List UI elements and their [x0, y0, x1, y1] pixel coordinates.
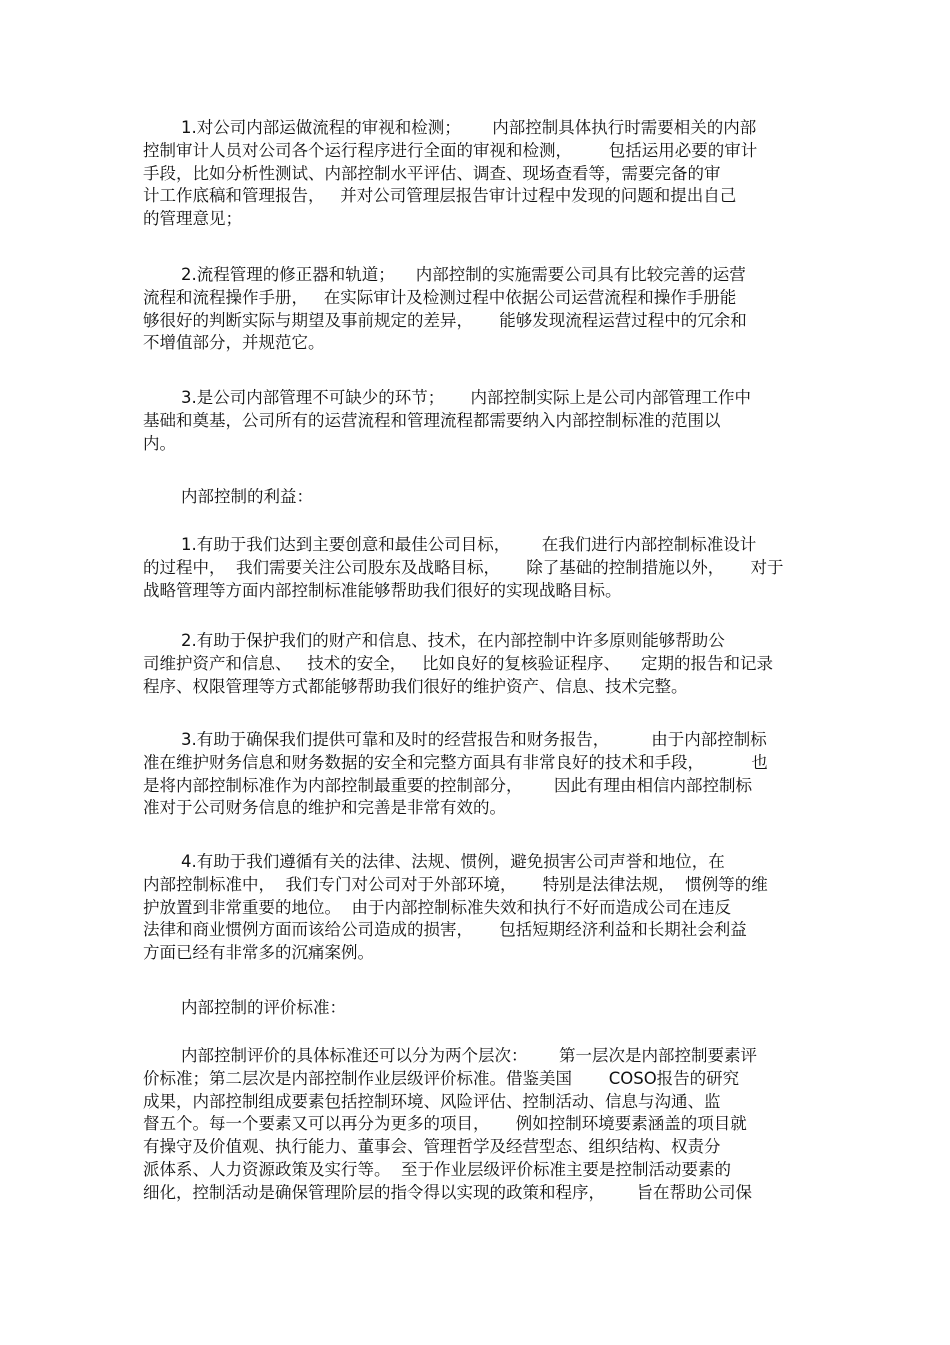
paragraph-internal-management [143, 387, 813, 455]
text-line: 2.有助于保护我们的财产和信息、技术，在内部控制中许多原则能够帮助公 [181, 631, 725, 650]
text-line: 价标准；第二层次是内部控制作业层级评价标准。借鉴美国 COSO报告的研究 [143, 1068, 740, 1088]
paragraph-benefit-compliance [143, 851, 813, 965]
text-line: 计工作底稿和管理报告， 并对公司管理层报告审计过程中发现的问题和提出自己 [143, 186, 737, 206]
text-line: 法律和商业惯例方面而该给公司造成的损害， 包括短期经济利益和长期社会利益 [143, 920, 747, 940]
text-line: 有操守及价值观、执行能力、董事会、管理哲学及经营型态、组织结构、权责分 [143, 1137, 721, 1157]
paragraph-evaluation-standards [143, 1045, 813, 1205]
text-line: 程序、权限管理等方式都能够帮助我们很好的维护资产、信息、技术完整。 [143, 676, 688, 696]
paragraph-benefit-goals [143, 534, 813, 602]
text-line: 3.有助于确保我们提供可靠和及时的经营报告和财务报告， 由于内部控制标 [181, 730, 767, 749]
text-line: 司维护资产和信息、 技术的安全， 比如良好的复核验证程序、 定期的报告和记录 [143, 653, 773, 673]
text-line: 内部控制标准中， 我们专门对公司对于外部环境， 特别是法律法规， 惯例等的维 [143, 874, 768, 894]
text-line: 内。 [143, 433, 176, 453]
text-line: 准对于公司财务信息的维护和完善是非常有效的。 [143, 798, 506, 818]
text-line: 战略管理等方面内部控制标准能够帮助我们很好的实现战略目标。 [143, 580, 622, 600]
paragraph-process-management [143, 264, 813, 355]
text-line: 1.有助于我们达到主要创意和最佳公司目标， 在我们进行内部控制标准设计 [181, 535, 757, 554]
text-line: 内部控制评价的具体标准还可以分为两个层次： 第一层次是内部控制要素评 [181, 1046, 757, 1065]
section-heading-benefits: 内部控制的利益： [181, 487, 313, 506]
text-line: 方面已经有非常多的沉痛案例。 [143, 943, 374, 963]
text-line: 督五个。每一个要素又可以再分为更多的项目， 例如控制环境要素涵盖的项目就 [143, 1114, 747, 1134]
text-line: 控制审计人员对公司各个运行程序进行全面的审视和检测， 包括运用必要的审计 [143, 140, 758, 160]
text-line: 细化，控制活动是确保管理阶层的指令得以实现的政策和程序， 旨在帮助公司保 [143, 1182, 752, 1202]
text-line: 成果，内部控制组成要素包括控制环境、风险评估、控制活动、信息与沟通、监 [143, 1091, 721, 1111]
text-line: 够很好的判断实际与期望及事前规定的差异， 能够发现流程运营过程中的冗余和 [143, 310, 747, 330]
paragraph-benefit-assets [143, 630, 813, 698]
text-line: 流程和流程操作手册， 在实际审计及检测过程中依据公司运营流程和操作手册能 [143, 287, 737, 307]
text-line: 不增值部分，并规范它。 [143, 333, 325, 353]
text-line: 1.对公司内部运做流程的审视和检测； 内部控制具体执行时需要相关的内部 [181, 118, 757, 137]
text-line: 基础和奠基，公司所有的运营流程和管理流程都需要纳入内部控制标准的范围以 [143, 410, 721, 430]
text-line: 手段，比如分析性测试、内部控制水平评估、调查、现场查看等，需要完备的审 [143, 163, 721, 183]
paragraph-benefit-reporting [143, 729, 813, 820]
text-line: 准在维护财务信息和财务数据的安全和完整方面具有非常良好的技术和手段， 也 [143, 752, 768, 772]
section-heading-evaluation-standards: 内部控制的评价标准： [181, 998, 346, 1017]
text-line: 4.有助于我们遵循有关的法律、法规、惯例，避免损害公司声誉和地位，在 [181, 852, 725, 871]
text-line: 护放置到非常重要的地位。 由于内部控制标准失效和执行不好而造成公司在违反 [143, 897, 731, 917]
text-line: 的管理意见； [143, 209, 242, 229]
text-line: 派体系、人力资源政策及实行等。 至于作业层级评价标准主要是控制活动要素的 [143, 1159, 731, 1179]
text-line: 3.是公司内部管理不可缺少的环节； 内部控制实际上是公司内部管理工作中 [181, 388, 751, 407]
text-line: 2.流程管理的修正器和轨道； 内部控制的实施需要公司具有比较完善的运营 [181, 265, 746, 284]
paragraph-audit-review [143, 117, 813, 231]
text-line: 的过程中， 我们需要关注公司股东及战略目标， 除了基础的控制措施以外， 对于 [143, 557, 784, 577]
text-line: 是将内部控制标准作为内部控制最重要的控制部分， 因此有理由相信内部控制标 [143, 775, 752, 795]
